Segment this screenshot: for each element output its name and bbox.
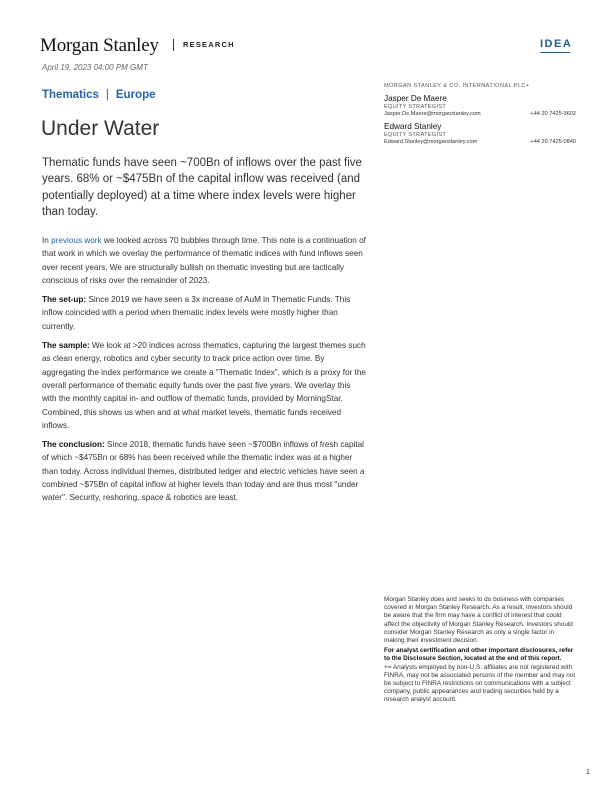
analyst-name: Jasper De Maere — [384, 94, 447, 103]
intro-paragraph — [42, 234, 367, 287]
brand-logo: Morgan Stanley — [40, 35, 159, 56]
conclusion-label: The conclusion: — [42, 440, 105, 450]
page-number: 1 — [586, 769, 590, 776]
analyst-name: Edward Stanley — [384, 122, 442, 131]
firm-name: MORGAN STANLEY & CO. INTERNATIONAL PLC+ — [384, 83, 530, 89]
category-secondary[interactable]: Europe — [115, 89, 156, 101]
analyst-card — [384, 122, 576, 145]
header-divider — [173, 39, 174, 51]
analyst-phone: +44 20 7425-0840 — [530, 139, 576, 145]
sample-label: The sample: — [42, 341, 90, 351]
setup-label: The set-up: — [42, 295, 87, 305]
publish-date: April 19, 2023 04:00 PM GMT — [42, 63, 148, 72]
sample-paragraph — [42, 339, 367, 432]
report-title: Under Water — [41, 117, 160, 140]
conclusion-text: Since 2018, thematic funds have seen ~$700Bn inflows of fresh capital of which ~$475Bn or 68% has been received while the thematic index was at a higher than today. Across individual themes, distributed ledger and electric vehicles have seen a combined ~$75Bn of capital inflow at higher levels than today and are thus most "under water". Security, reshoring, space & robotics are least. — [42, 440, 365, 503]
analyst-sidebar — [384, 83, 576, 145]
analyst-phone: +44 20 7425-3602 — [530, 111, 576, 117]
idea-underline — [540, 52, 570, 53]
sample-text: We look at >20 indices across thematics, capturing the largest themes such as clean energy, robotics and cyber security to track price action over time. By aggregating the index performance we create a "Thematic Index", which is a proxy for the overall performance of thematic equity funds over the past five years. We overlay this with the monthly capital in- and outflow of thematic funds, provided by MorningStar. Combined, this shows us when and at what market levels, thematic funds received inflows. — [42, 341, 366, 430]
category-separator: | — [105, 89, 109, 101]
disclaimer-block — [384, 596, 576, 705]
report-body — [42, 234, 367, 511]
research-label: RESEARCH — [183, 40, 235, 49]
analyst-title: EQUITY STRATEGIST — [384, 132, 447, 138]
category-breadcrumb — [42, 89, 156, 101]
setup-text: Since 2019 we have seen a 3x increase of AuM in Thematic Funds. This inflow coincided with a period when thematic index levels were mostly higher than currently. — [42, 295, 351, 331]
intro-prefix: In — [42, 236, 52, 245]
setup-paragraph — [42, 293, 367, 333]
conclusion-paragraph — [42, 438, 367, 504]
lead-summary: Thematic funds have seen ~700Bn of inflows over the past five years. 68% or ~$475Bn of the capital inflow was received (and potentially deployed) at a time where index levels were higher than today. — [42, 157, 362, 218]
idea-badge: IDEA — [540, 38, 573, 50]
analyst-email[interactable]: Edward.Stanley@morganstanley.com — [384, 139, 478, 145]
disclaimer-text: Morgan Stanley does and seeks to do business with companies covered in Morgan Stanley Research. As a result, investors should be aware that the firm may have a conflict of interest that could affect the objectivity of Morgan Stanley Research. Investors should consider Morgan Stanley Research as only a single factor in making their investment decision. — [384, 596, 573, 645]
analyst-title: EQUITY STRATEGIST — [384, 104, 447, 110]
category-primary[interactable]: Thematics — [42, 89, 99, 101]
disclosure-notice: For analyst certification and other important disclosures, refer to the Disclosure Section, located at the end of this report. — [384, 647, 574, 663]
finra-footnote: += Analysts employed by non-U.S. affiliates are not registered with FINRA, may not be associated persons of the member and may not be subject to FINRA restrictions on communications with a subject company, public appearances and trading securities held by a research analyst account. — [384, 663, 576, 704]
analyst-card — [384, 94, 576, 117]
previous-work-link[interactable]: previous work — [51, 236, 102, 245]
analyst-email[interactable]: Jasper.De.Maere@morganstanley.com — [384, 111, 481, 117]
intro-text: we looked across 70 bubbles through time. This note is a continuation of that work in which we overlay the performance of thematic indices with fund inflows seen over recent years, We are structurally bullish on thematic investing but are tactically conscious of risks over the remainder of 2023. — [42, 236, 366, 285]
